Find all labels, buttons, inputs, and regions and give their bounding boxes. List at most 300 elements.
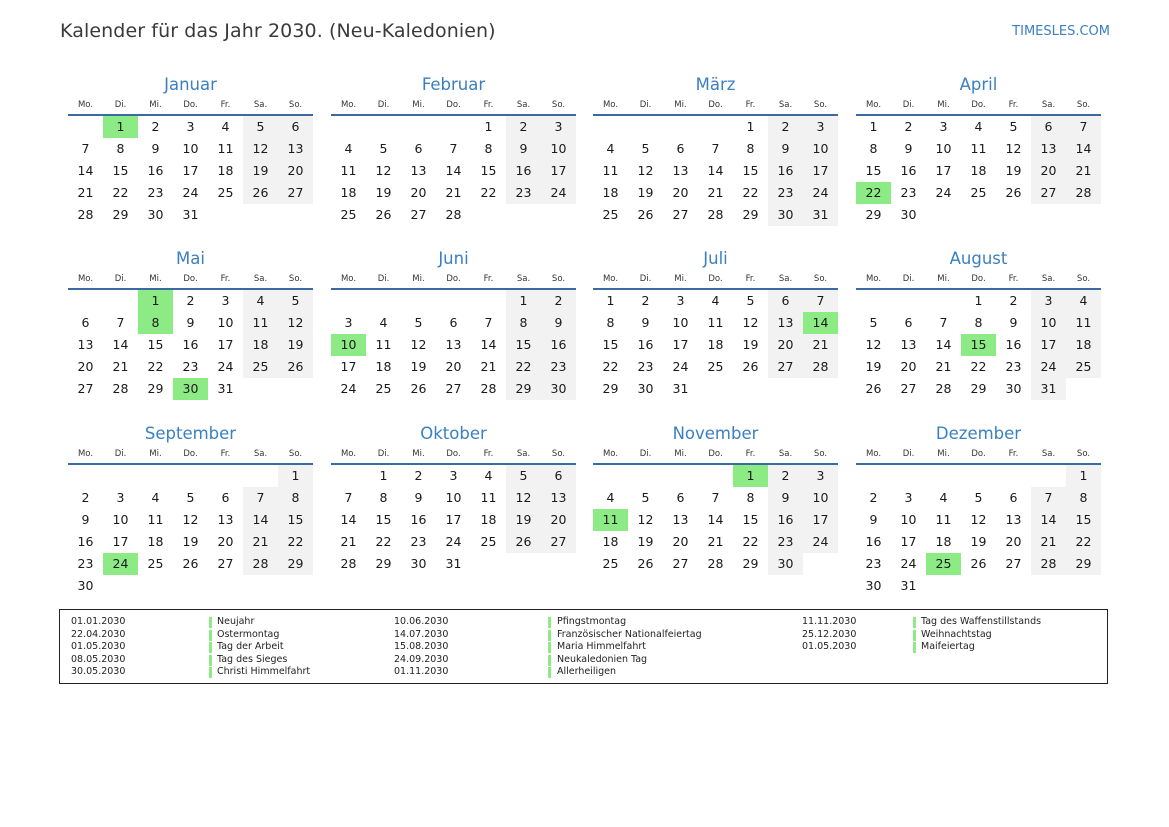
day-cell[interactable]: 27 xyxy=(410,207,427,222)
day-cell[interactable]: 23 xyxy=(865,556,882,571)
day-cell[interactable]: 8 xyxy=(746,490,755,505)
day-cell[interactable]: 30 xyxy=(541,378,576,400)
day-cell[interactable]: 27 xyxy=(900,381,917,396)
day-cell[interactable]: 24 xyxy=(217,359,234,374)
day-cell[interactable]: 4 xyxy=(711,293,720,308)
day-cell[interactable]: 14 xyxy=(445,163,462,178)
day-cell[interactable]: 7 xyxy=(243,487,278,509)
day-cell[interactable]: 15 xyxy=(480,163,497,178)
day-cell[interactable]: 24 xyxy=(541,182,576,204)
day-cell[interactable]: 11 xyxy=(243,312,278,334)
day-cell[interactable]: 2 xyxy=(904,119,913,134)
day-cell[interactable]: 20 xyxy=(1005,534,1022,549)
day-cell[interactable]: 11 xyxy=(707,315,724,330)
day-cell[interactable]: 11 xyxy=(970,141,987,156)
day-cell[interactable]: 30 xyxy=(900,207,917,222)
day-cell[interactable]: 9 xyxy=(414,490,423,505)
day-cell[interactable]: 25 xyxy=(243,356,278,378)
day-cell[interactable]: 10 xyxy=(112,512,129,527)
day-cell[interactable]: 4 xyxy=(939,490,948,505)
day-cell[interactable]: 24 xyxy=(182,185,199,200)
day-cell[interactable]: 12 xyxy=(742,315,759,330)
day-cell[interactable]: 29 xyxy=(278,553,313,575)
day-cell[interactable]: 17 xyxy=(541,160,576,182)
day-cell[interactable]: 3 xyxy=(221,293,230,308)
day-cell[interactable]: 6 xyxy=(414,141,423,156)
day-cell[interactable]: 6 xyxy=(81,315,90,330)
day-cell[interactable]: 1 xyxy=(869,119,878,134)
day-cell[interactable]: 24 xyxy=(803,531,838,553)
day-cell[interactable]: 10 xyxy=(331,334,366,356)
day-cell[interactable]: 9 xyxy=(641,315,650,330)
day-cell[interactable]: 16 xyxy=(147,163,164,178)
day-cell[interactable]: 5 xyxy=(243,116,278,138)
day-cell[interactable]: 11 xyxy=(340,163,357,178)
day-cell[interactable]: 29 xyxy=(375,556,392,571)
day-cell[interactable]: 19 xyxy=(506,509,541,531)
day-cell[interactable]: 10 xyxy=(217,315,234,330)
day-cell[interactable]: 20 xyxy=(672,185,689,200)
day-cell[interactable]: 19 xyxy=(970,534,987,549)
day-cell[interactable]: 3 xyxy=(116,490,125,505)
day-cell[interactable]: 17 xyxy=(112,534,129,549)
day-cell[interactable]: 31 xyxy=(182,207,199,222)
day-cell[interactable]: 27 xyxy=(445,381,462,396)
day-cell[interactable]: 22 xyxy=(278,531,313,553)
day-cell[interactable]: 26 xyxy=(506,531,541,553)
day-cell[interactable]: 1 xyxy=(1066,465,1101,487)
day-cell[interactable]: 28 xyxy=(707,556,724,571)
day-cell[interactable]: 21 xyxy=(1066,160,1101,182)
day-cell[interactable]: 15 xyxy=(278,509,313,531)
day-cell[interactable]: 27 xyxy=(278,182,313,204)
day-cell[interactable]: 11 xyxy=(375,337,392,352)
day-cell[interactable]: 16 xyxy=(77,534,94,549)
day-cell[interactable]: 18 xyxy=(602,534,619,549)
day-cell[interactable]: 26 xyxy=(1005,185,1022,200)
day-cell[interactable]: 26 xyxy=(637,207,654,222)
day-cell[interactable]: 18 xyxy=(1066,334,1101,356)
day-cell[interactable]: 27 xyxy=(1031,182,1066,204)
day-cell[interactable]: 20 xyxy=(278,160,313,182)
day-cell[interactable]: 29 xyxy=(506,378,541,400)
day-cell[interactable]: 22 xyxy=(375,534,392,549)
day-cell[interactable]: 22 xyxy=(970,359,987,374)
day-cell[interactable]: 21 xyxy=(935,359,952,374)
day-cell[interactable]: 7 xyxy=(1031,487,1066,509)
day-cell[interactable]: 23 xyxy=(900,185,917,200)
day-cell[interactable]: 11 xyxy=(217,141,234,156)
day-cell[interactable]: 6 xyxy=(449,315,458,330)
day-cell[interactable]: 19 xyxy=(742,337,759,352)
day-cell[interactable]: 25 xyxy=(602,556,619,571)
day-cell[interactable]: 5 xyxy=(506,465,541,487)
day-cell[interactable]: 24 xyxy=(803,182,838,204)
day-cell[interactable]: 11 xyxy=(602,163,619,178)
day-cell[interactable]: 24 xyxy=(900,556,917,571)
day-cell[interactable]: 25 xyxy=(480,534,497,549)
day-cell[interactable]: 21 xyxy=(243,531,278,553)
day-cell[interactable]: 17 xyxy=(182,163,199,178)
day-cell[interactable]: 7 xyxy=(711,490,720,505)
day-cell[interactable]: 22 xyxy=(742,534,759,549)
day-cell[interactable]: 17 xyxy=(672,337,689,352)
day-cell[interactable]: 14 xyxy=(480,337,497,352)
day-cell[interactable]: 8 xyxy=(1066,487,1101,509)
day-cell[interactable]: 1 xyxy=(278,465,313,487)
day-cell[interactable]: 15 xyxy=(375,512,392,527)
day-cell[interactable]: 20 xyxy=(445,359,462,374)
day-cell[interactable]: 4 xyxy=(344,141,353,156)
day-cell[interactable]: 3 xyxy=(676,293,685,308)
day-cell[interactable]: 6 xyxy=(541,465,576,487)
day-cell[interactable]: 1 xyxy=(484,119,493,134)
day-cell[interactable]: 17 xyxy=(803,160,838,182)
day-cell[interactable]: 22 xyxy=(506,356,541,378)
day-cell[interactable]: 29 xyxy=(742,207,759,222)
day-cell[interactable]: 6 xyxy=(676,490,685,505)
day-cell[interactable]: 21 xyxy=(340,534,357,549)
day-cell[interactable]: 28 xyxy=(112,381,129,396)
day-cell[interactable]: 24 xyxy=(1031,356,1066,378)
day-cell[interactable]: 3 xyxy=(449,468,458,483)
day-cell[interactable]: 25 xyxy=(1066,356,1101,378)
day-cell[interactable]: 7 xyxy=(81,141,90,156)
day-cell[interactable]: 25 xyxy=(217,185,234,200)
day-cell[interactable]: 29 xyxy=(865,207,882,222)
day-cell[interactable]: 23 xyxy=(768,531,803,553)
day-cell[interactable]: 25 xyxy=(707,359,724,374)
day-cell[interactable]: 9 xyxy=(186,315,195,330)
day-cell[interactable]: 25 xyxy=(602,207,619,222)
day-cell[interactable]: 3 xyxy=(344,315,353,330)
day-cell[interactable]: 15 xyxy=(742,512,759,527)
day-cell[interactable]: 7 xyxy=(484,315,493,330)
day-cell[interactable]: 14 xyxy=(112,337,129,352)
day-cell[interactable]: 3 xyxy=(1031,290,1066,312)
day-cell[interactable]: 26 xyxy=(182,556,199,571)
day-cell[interactable]: 9 xyxy=(904,141,913,156)
day-cell[interactable]: 1 xyxy=(746,119,755,134)
day-cell[interactable]: 5 xyxy=(869,315,878,330)
day-cell[interactable]: 17 xyxy=(935,163,952,178)
day-cell[interactable]: 14 xyxy=(707,512,724,527)
day-cell[interactable]: 17 xyxy=(340,359,357,374)
day-cell[interactable]: 29 xyxy=(112,207,129,222)
day-cell[interactable]: 16 xyxy=(900,163,917,178)
day-cell[interactable]: 22 xyxy=(742,185,759,200)
day-cell[interactable]: 12 xyxy=(278,312,313,334)
day-cell[interactable]: 1 xyxy=(379,468,388,483)
day-cell[interactable]: 2 xyxy=(151,119,160,134)
day-cell[interactable]: 17 xyxy=(900,534,917,549)
day-cell[interactable]: 30 xyxy=(173,378,208,400)
day-cell[interactable]: 8 xyxy=(506,312,541,334)
day-cell[interactable]: 28 xyxy=(803,356,838,378)
day-cell[interactable]: 15 xyxy=(742,163,759,178)
day-cell[interactable]: 9 xyxy=(1009,315,1018,330)
day-cell[interactable]: 7 xyxy=(1066,116,1101,138)
day-cell[interactable]: 1 xyxy=(974,293,983,308)
day-cell[interactable]: 7 xyxy=(344,490,353,505)
day-cell[interactable]: 31 xyxy=(672,381,689,396)
day-cell[interactable]: 12 xyxy=(182,512,199,527)
day-cell[interactable]: 2 xyxy=(768,116,803,138)
day-cell[interactable]: 2 xyxy=(869,490,878,505)
day-cell[interactable]: 1 xyxy=(103,116,138,138)
day-cell[interactable]: 30 xyxy=(768,553,803,575)
day-cell[interactable]: 28 xyxy=(1031,553,1066,575)
day-cell[interactable]: 3 xyxy=(939,119,948,134)
day-cell[interactable]: 10 xyxy=(672,315,689,330)
day-cell[interactable]: 31 xyxy=(445,556,462,571)
day-cell[interactable]: 21 xyxy=(112,359,129,374)
day-cell[interactable]: 16 xyxy=(182,337,199,352)
day-cell[interactable]: 12 xyxy=(637,163,654,178)
day-cell[interactable]: 28 xyxy=(1066,182,1101,204)
day-cell[interactable]: 30 xyxy=(77,578,94,593)
day-cell[interactable]: 23 xyxy=(541,356,576,378)
day-cell[interactable]: 7 xyxy=(116,315,125,330)
day-cell[interactable]: 15 xyxy=(865,163,882,178)
day-cell[interactable]: 16 xyxy=(506,160,541,182)
day-cell[interactable]: 6 xyxy=(278,116,313,138)
day-cell[interactable]: 29 xyxy=(602,381,619,396)
day-cell[interactable]: 2 xyxy=(186,293,195,308)
day-cell[interactable]: 2 xyxy=(641,293,650,308)
day-cell[interactable]: 18 xyxy=(217,163,234,178)
day-cell[interactable]: 29 xyxy=(742,556,759,571)
day-cell[interactable]: 22 xyxy=(480,185,497,200)
day-cell[interactable]: 24 xyxy=(340,381,357,396)
day-cell[interactable]: 28 xyxy=(243,553,278,575)
day-cell[interactable]: 9 xyxy=(81,512,90,527)
day-cell[interactable]: 19 xyxy=(1005,163,1022,178)
day-cell[interactable]: 13 xyxy=(768,312,803,334)
day-cell[interactable]: 15 xyxy=(506,334,541,356)
day-cell[interactable]: 14 xyxy=(803,312,838,334)
day-cell[interactable]: 20 xyxy=(77,359,94,374)
day-cell[interactable]: 13 xyxy=(77,337,94,352)
day-cell[interactable]: 16 xyxy=(768,160,803,182)
day-cell[interactable]: 16 xyxy=(865,534,882,549)
day-cell[interactable]: 18 xyxy=(935,534,952,549)
day-cell[interactable]: 10 xyxy=(541,138,576,160)
day-cell[interactable]: 23 xyxy=(410,534,427,549)
day-cell[interactable]: 21 xyxy=(480,359,497,374)
day-cell[interactable]: 18 xyxy=(970,163,987,178)
day-cell[interactable]: 17 xyxy=(217,337,234,352)
day-cell[interactable]: 3 xyxy=(803,116,838,138)
day-cell[interactable]: 19 xyxy=(637,534,654,549)
day-cell[interactable]: 6 xyxy=(221,490,230,505)
day-cell[interactable]: 7 xyxy=(711,141,720,156)
day-cell[interactable]: 30 xyxy=(768,204,803,226)
day-cell[interactable]: 19 xyxy=(278,334,313,356)
day-cell[interactable]: 8 xyxy=(116,141,125,156)
day-cell[interactable]: 27 xyxy=(77,381,94,396)
day-cell[interactable]: 23 xyxy=(147,185,164,200)
day-cell[interactable]: 1 xyxy=(606,293,615,308)
day-cell[interactable]: 12 xyxy=(637,512,654,527)
day-cell[interactable]: 23 xyxy=(1005,359,1022,374)
day-cell[interactable]: 9 xyxy=(506,138,541,160)
day-cell[interactable]: 15 xyxy=(1066,509,1101,531)
day-cell[interactable]: 13 xyxy=(445,337,462,352)
day-cell[interactable]: 8 xyxy=(974,315,983,330)
day-cell[interactable]: 21 xyxy=(707,534,724,549)
day-cell[interactable]: 8 xyxy=(746,141,755,156)
day-cell[interactable]: 10 xyxy=(935,141,952,156)
day-cell[interactable]: 8 xyxy=(869,141,878,156)
day-cell[interactable]: 21 xyxy=(803,334,838,356)
day-cell[interactable]: 5 xyxy=(641,141,650,156)
day-cell[interactable]: 30 xyxy=(147,207,164,222)
day-cell[interactable]: 13 xyxy=(217,512,234,527)
day-cell[interactable]: 25 xyxy=(147,556,164,571)
day-cell[interactable]: 27 xyxy=(672,556,689,571)
day-cell[interactable]: 11 xyxy=(147,512,164,527)
day-cell[interactable]: 29 xyxy=(1066,553,1101,575)
day-cell[interactable]: 19 xyxy=(243,160,278,182)
day-cell[interactable]: 21 xyxy=(707,185,724,200)
day-cell[interactable]: 26 xyxy=(970,556,987,571)
day-cell[interactable]: 7 xyxy=(803,290,838,312)
day-cell[interactable]: 26 xyxy=(742,359,759,374)
day-cell[interactable]: 23 xyxy=(77,556,94,571)
day-cell[interactable]: 12 xyxy=(375,163,392,178)
day-cell[interactable]: 30 xyxy=(410,556,427,571)
day-cell[interactable]: 19 xyxy=(410,359,427,374)
day-cell[interactable]: 19 xyxy=(865,359,882,374)
day-cell[interactable]: 29 xyxy=(970,381,987,396)
day-cell[interactable]: 25 xyxy=(340,207,357,222)
day-cell[interactable]: 8 xyxy=(379,490,388,505)
day-cell[interactable]: 4 xyxy=(243,290,278,312)
day-cell[interactable]: 9 xyxy=(541,312,576,334)
day-cell[interactable]: 8 xyxy=(484,141,493,156)
day-cell[interactable]: 19 xyxy=(182,534,199,549)
day-cell[interactable]: 27 xyxy=(672,207,689,222)
day-cell[interactable]: 27 xyxy=(541,531,576,553)
day-cell[interactable]: 11 xyxy=(480,490,497,505)
day-cell[interactable]: 13 xyxy=(672,512,689,527)
day-cell[interactable]: 10 xyxy=(1031,312,1066,334)
day-cell[interactable]: 22 xyxy=(1066,531,1101,553)
day-cell[interactable]: 18 xyxy=(243,334,278,356)
day-cell[interactable]: 22 xyxy=(147,359,164,374)
day-cell[interactable]: 6 xyxy=(1031,116,1066,138)
day-cell[interactable]: 6 xyxy=(904,315,913,330)
day-cell[interactable]: 4 xyxy=(606,490,615,505)
day-cell[interactable]: 2 xyxy=(81,490,90,505)
day-cell[interactable]: 21 xyxy=(445,185,462,200)
day-cell[interactable]: 12 xyxy=(1005,141,1022,156)
day-cell[interactable]: 31 xyxy=(217,381,234,396)
day-cell[interactable]: 18 xyxy=(480,512,497,527)
day-cell[interactable]: 9 xyxy=(768,138,803,160)
day-cell[interactable]: 13 xyxy=(541,487,576,509)
day-cell[interactable]: 28 xyxy=(340,556,357,571)
day-cell[interactable]: 16 xyxy=(1005,337,1022,352)
day-cell[interactable]: 23 xyxy=(637,359,654,374)
day-cell[interactable]: 4 xyxy=(484,468,493,483)
day-cell[interactable]: 24 xyxy=(103,553,138,575)
day-cell[interactable]: 20 xyxy=(768,334,803,356)
day-cell[interactable]: 6 xyxy=(676,141,685,156)
day-cell[interactable]: 25 xyxy=(970,185,987,200)
day-cell[interactable]: 18 xyxy=(602,185,619,200)
day-cell[interactable]: 12 xyxy=(243,138,278,160)
day-cell[interactable]: 11 xyxy=(593,509,628,531)
day-cell[interactable]: 13 xyxy=(410,163,427,178)
day-cell[interactable]: 31 xyxy=(1031,378,1066,400)
day-cell[interactable]: 20 xyxy=(410,185,427,200)
day-cell[interactable]: 5 xyxy=(974,490,983,505)
day-cell[interactable]: 6 xyxy=(1009,490,1018,505)
day-cell[interactable]: 20 xyxy=(672,534,689,549)
day-cell[interactable]: 16 xyxy=(637,337,654,352)
day-cell[interactable]: 27 xyxy=(217,556,234,571)
day-cell[interactable]: 26 xyxy=(410,381,427,396)
day-cell[interactable]: 4 xyxy=(606,141,615,156)
day-cell[interactable]: 5 xyxy=(641,490,650,505)
day-cell[interactable]: 28 xyxy=(935,381,952,396)
day-cell[interactable]: 5 xyxy=(746,293,755,308)
day-cell[interactable]: 31 xyxy=(803,204,838,226)
day-cell[interactable]: 8 xyxy=(606,315,615,330)
day-cell[interactable]: 23 xyxy=(182,359,199,374)
day-cell[interactable]: 16 xyxy=(410,512,427,527)
day-cell[interactable]: 5 xyxy=(1009,119,1018,134)
day-cell[interactable]: 26 xyxy=(243,182,278,204)
day-cell[interactable]: 15 xyxy=(112,163,129,178)
day-cell[interactable]: 31 xyxy=(900,578,917,593)
day-cell[interactable]: 28 xyxy=(480,381,497,396)
day-cell[interactable]: 3 xyxy=(904,490,913,505)
day-cell[interactable]: 12 xyxy=(506,487,541,509)
day-cell[interactable]: 1 xyxy=(506,290,541,312)
day-cell[interactable]: 28 xyxy=(77,207,94,222)
day-cell[interactable]: 24 xyxy=(672,359,689,374)
day-cell[interactable]: 26 xyxy=(278,356,313,378)
day-cell[interactable]: 4 xyxy=(151,490,160,505)
day-cell[interactable]: 19 xyxy=(637,185,654,200)
day-cell[interactable]: 15 xyxy=(602,337,619,352)
day-cell[interactable]: 9 xyxy=(151,141,160,156)
day-cell[interactable]: 13 xyxy=(1005,512,1022,527)
day-cell[interactable]: 2 xyxy=(1009,293,1018,308)
day-cell[interactable]: 28 xyxy=(707,207,724,222)
day-cell[interactable]: 22 xyxy=(112,185,129,200)
day-cell[interactable]: 17 xyxy=(803,509,838,531)
day-cell[interactable]: 26 xyxy=(375,207,392,222)
day-cell[interactable]: 11 xyxy=(1066,312,1101,334)
day-cell[interactable]: 14 xyxy=(77,163,94,178)
day-cell[interactable]: 12 xyxy=(970,512,987,527)
day-cell[interactable]: 21 xyxy=(77,185,94,200)
day-cell[interactable]: 26 xyxy=(637,556,654,571)
day-cell[interactable]: 14 xyxy=(707,163,724,178)
day-cell[interactable]: 10 xyxy=(182,141,199,156)
day-cell[interactable]: 14 xyxy=(1066,138,1101,160)
day-cell[interactable]: 14 xyxy=(935,337,952,352)
day-cell[interactable]: 20 xyxy=(900,359,917,374)
day-cell[interactable]: 17 xyxy=(445,512,462,527)
day-cell[interactable]: 28 xyxy=(445,207,462,222)
day-cell[interactable]: 24 xyxy=(445,534,462,549)
day-cell[interactable]: 5 xyxy=(379,141,388,156)
